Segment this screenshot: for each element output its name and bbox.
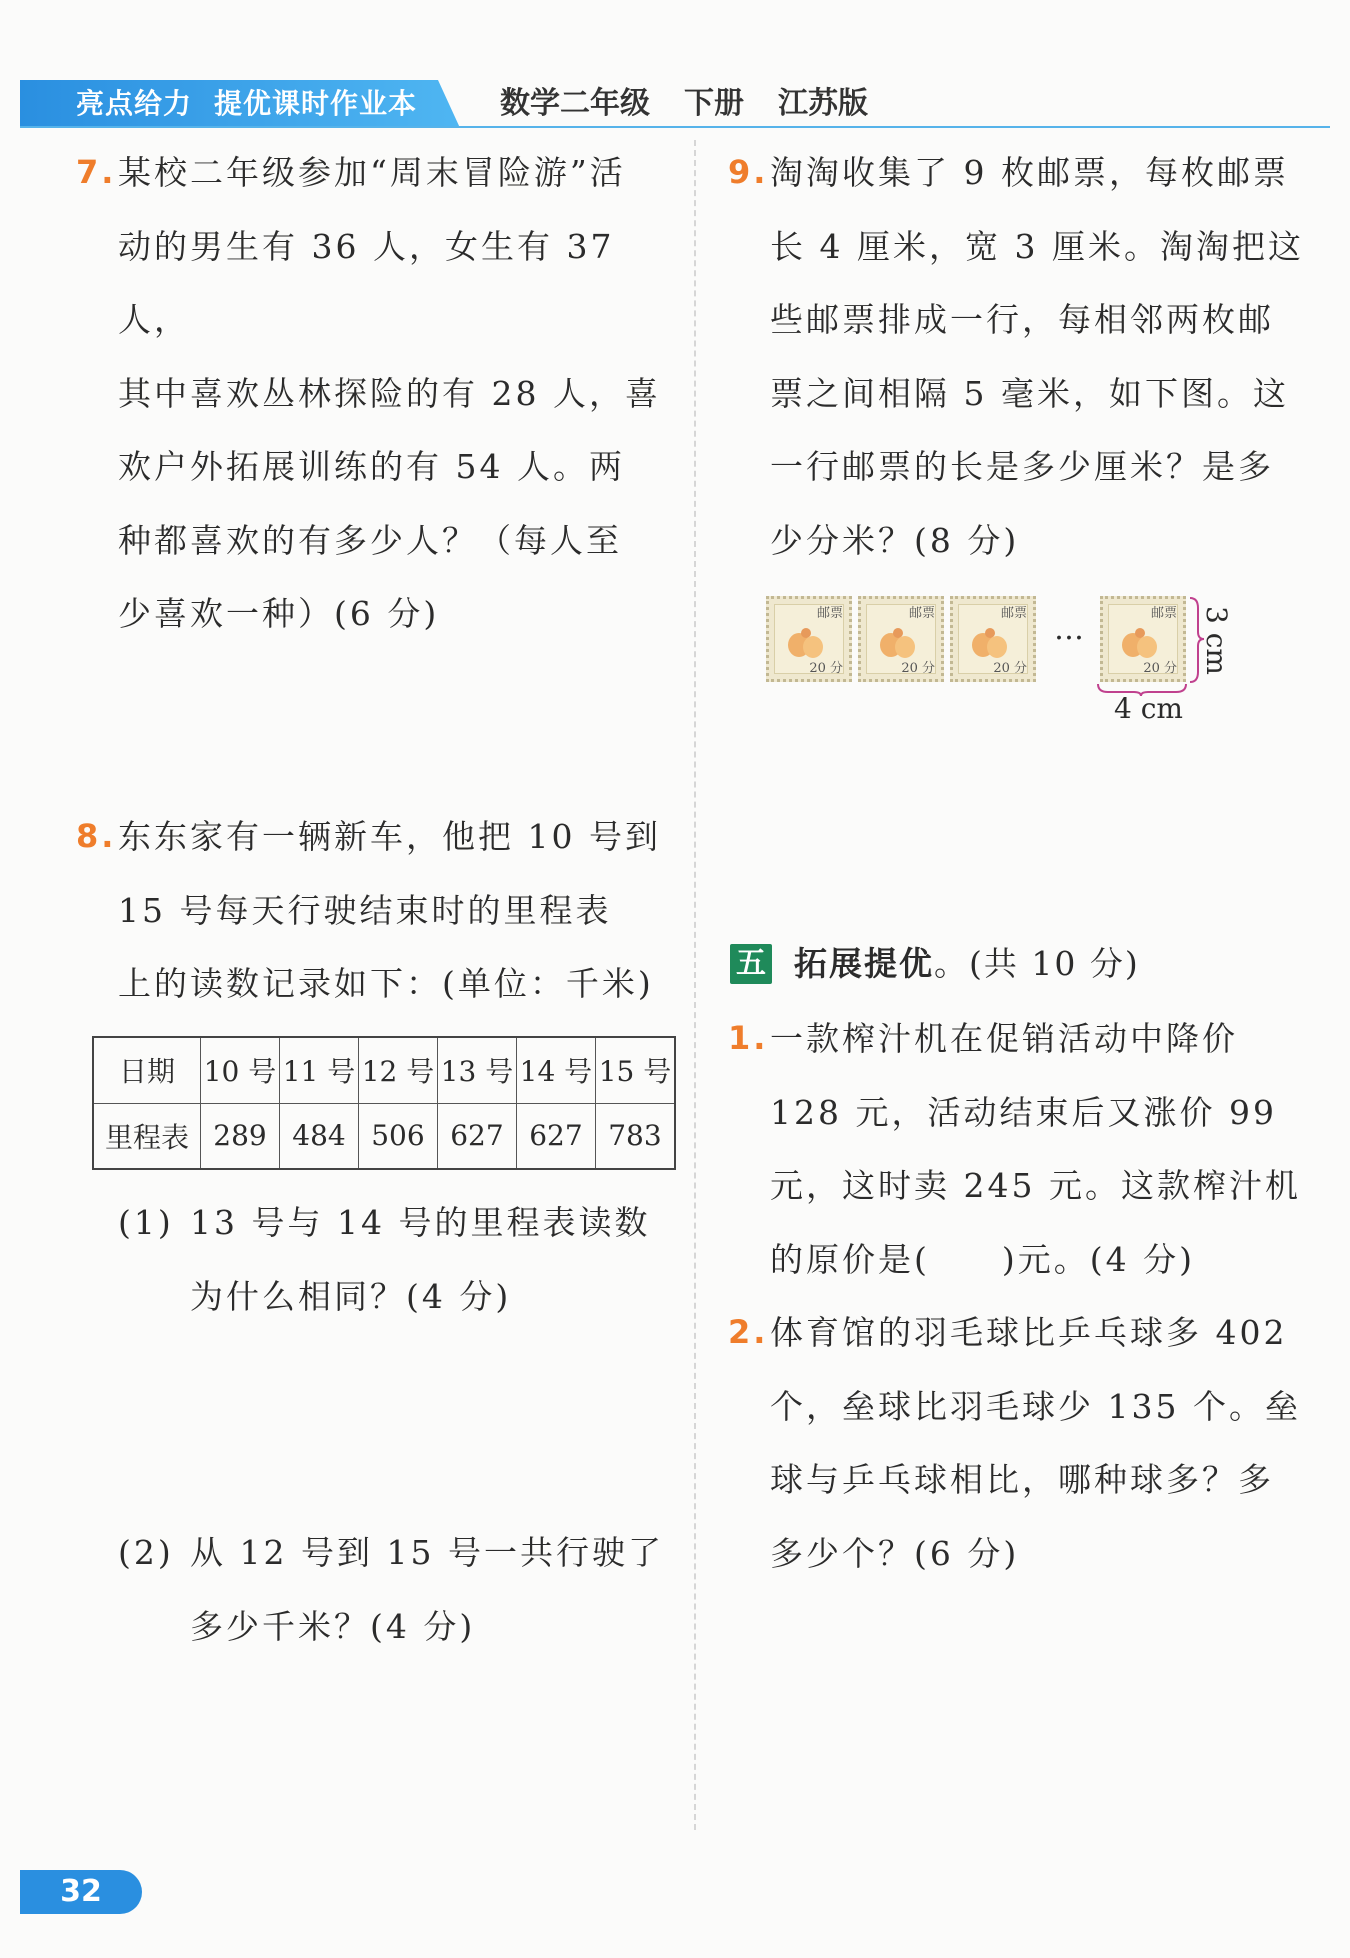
- dimension-braces: [1096, 596, 1206, 696]
- question-line: 的原价是( )元。(4 分): [770, 1239, 1195, 1279]
- question-line: 15 号每天行驶结束时的里程表: [118, 890, 612, 930]
- brand-name: 亮点给力: [76, 87, 193, 120]
- table-cell-date: 12 号: [358, 1037, 437, 1103]
- table-cell-date: 14 号: [516, 1037, 595, 1103]
- question-line: 128 元，活动结束后又涨价 99: [770, 1092, 1277, 1132]
- table-cell-reading: 289: [201, 1103, 280, 1169]
- stamp-label: 邮票: [1150, 606, 1177, 621]
- table-cell-date: 10 号: [201, 1037, 280, 1103]
- stamp-image: [950, 596, 1036, 682]
- stamp-label: 邮票: [1000, 606, 1027, 621]
- sub-question-tag: (2): [118, 1533, 174, 1572]
- odometer-table: [92, 1036, 676, 1170]
- question-line: 为什么相同？(4 分): [190, 1276, 512, 1316]
- table-cell-date: 15 号: [595, 1037, 675, 1103]
- question-line: 一款榨汁机在促销活动中降价: [770, 1019, 1238, 1058]
- question-line: 淘淘收集了 9 枚邮票，每枚邮票: [770, 153, 1289, 192]
- section-number-badge: 五: [730, 944, 772, 984]
- question-7: [76, 136, 678, 651]
- stamp-label: 邮票: [816, 606, 843, 621]
- question-line: 上的读数记录如下：(单位：千米): [118, 964, 654, 1003]
- header-brand: [76, 86, 417, 122]
- sub-question-tag: (1): [118, 1203, 174, 1242]
- table-cell-reading: 506: [358, 1103, 437, 1169]
- section-score: 。(共 10 分): [934, 944, 1140, 983]
- question-line: 欢户外拓展训练的有 54 人。两: [118, 447, 625, 486]
- question-line: 某校二年级参加“周末冒险游”活: [118, 153, 626, 192]
- table-cell-reading: 783: [595, 1103, 675, 1169]
- table-row: [93, 1037, 675, 1103]
- question-line: 球与乒乓球相比，哪种球多？多: [770, 1460, 1274, 1499]
- stamp-value: 20 分: [993, 661, 1027, 676]
- table-header-label: 日期: [93, 1037, 201, 1103]
- table-cell-reading: 627: [516, 1103, 595, 1169]
- question-8-part-1: [118, 1186, 680, 1333]
- column-divider: [694, 140, 696, 1830]
- question-line: 13 号与 14 号的里程表读数: [190, 1203, 651, 1242]
- question-line: 元，这时卖 245 元。这款榨汁机: [770, 1166, 1301, 1205]
- question-line: 多少千米？(4 分): [190, 1606, 476, 1646]
- header-rule: [20, 126, 1330, 128]
- page-number: 32: [20, 1870, 142, 1914]
- question-line: 多少个？(6 分): [770, 1533, 1020, 1573]
- question-line: 个，垒球比羽毛球少 135 个。垒: [770, 1386, 1301, 1426]
- table-cell-reading: 627: [437, 1103, 516, 1169]
- stamp-value: 20 分: [809, 661, 843, 676]
- header-subject: 数学二年级: [500, 86, 650, 121]
- ellipsis: …: [1054, 612, 1084, 647]
- question-line: 些邮票排成一行，每相邻两枚邮: [770, 300, 1274, 339]
- table-cell-date: 11 号: [279, 1037, 358, 1103]
- question-line: 体育馆的羽毛球比乒乓球多 402: [770, 1313, 1288, 1352]
- question-8-part-2: [118, 1516, 680, 1663]
- question-number: 2.: [728, 1313, 769, 1351]
- stamp-value: 20 分: [901, 661, 935, 676]
- width-label: 4 cm: [1114, 692, 1183, 725]
- question-line: 长 4 厘米，宽 3 厘米。淘淘把这: [770, 226, 1304, 266]
- stamp-value: 20 分: [1143, 661, 1177, 676]
- stamp-image: [858, 596, 944, 682]
- question-line: 少分米？(8 分): [770, 520, 1020, 560]
- question-number: 9.: [728, 153, 769, 191]
- question-line: 东东家有一辆新车，他把 10 号到: [118, 817, 661, 856]
- header-volume: 下册: [684, 86, 744, 121]
- question-number: 1.: [728, 1019, 769, 1057]
- table-cell-date: 13 号: [437, 1037, 516, 1103]
- question-line: 其中喜欢丛林探险的有 28 人，喜: [118, 373, 661, 413]
- question-line: 票之间相隔 5 毫米，如下图。这: [770, 373, 1289, 413]
- question-line: 从 12 号到 15 号一共行驶了: [190, 1533, 664, 1572]
- stamp-label: 邮票: [908, 606, 935, 621]
- question-line: 动的男生有 36 人，女生有 37 人，: [118, 226, 615, 339]
- height-label: 3 cm: [1200, 606, 1233, 675]
- table-row-label: 里程表: [93, 1103, 201, 1169]
- extension-question-1: [728, 1002, 1315, 1296]
- extension-question-2: [728, 1296, 1315, 1590]
- question-number: 7.: [76, 153, 117, 191]
- question-line: 一行邮票的长是多少厘米？是多: [770, 447, 1274, 486]
- table-cell-reading: 484: [279, 1103, 358, 1169]
- brand-series: 提优课时作业本: [214, 87, 418, 120]
- header-info: [500, 84, 902, 124]
- question-number: 8.: [76, 817, 117, 855]
- section-title: [794, 934, 1140, 994]
- question-line: 种都喜欢的有多少人？（每人至: [118, 520, 622, 560]
- section-title-text: 拓展提优: [794, 944, 934, 983]
- stamp-image: [766, 596, 852, 682]
- question-8: [76, 800, 678, 1021]
- question-9: [728, 136, 1315, 577]
- table-row: [93, 1103, 675, 1169]
- question-line: 少喜欢一种）(6 分): [118, 594, 440, 633]
- header-edition: 江苏版: [778, 86, 868, 121]
